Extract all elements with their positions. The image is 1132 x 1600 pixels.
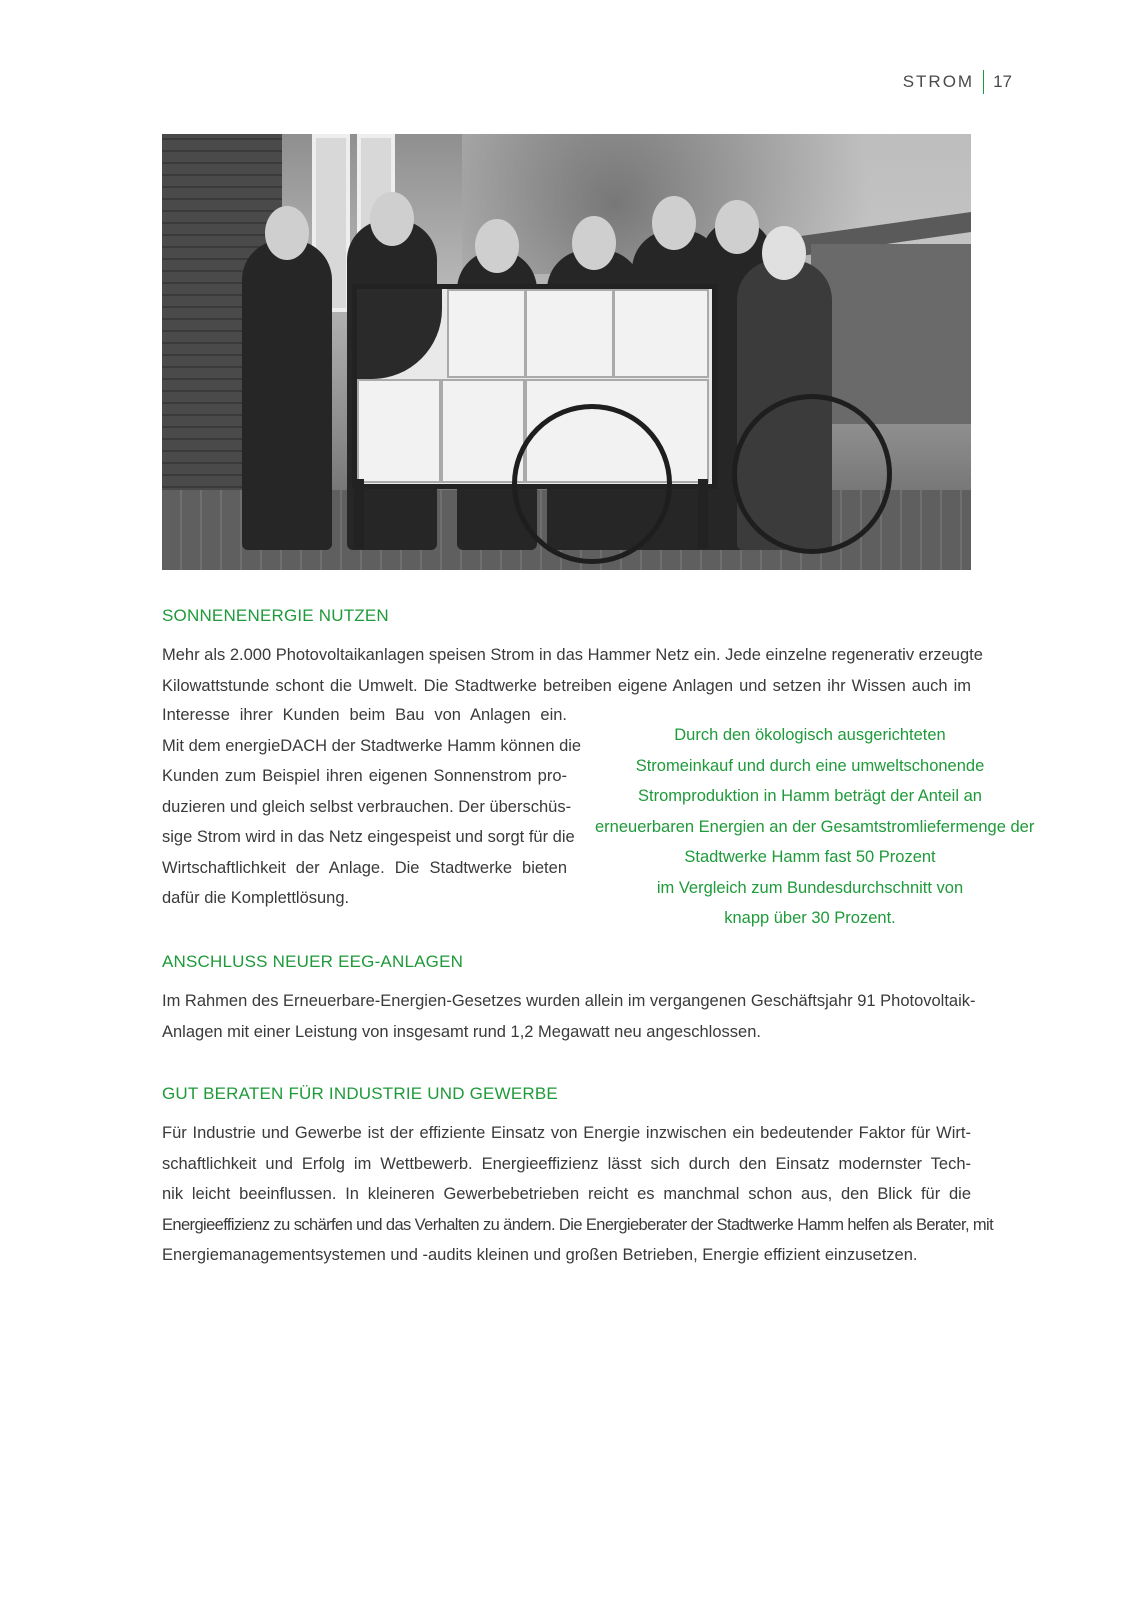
- text-line: Energieeffizienz zu schärfen und das Verhalten zu ändern. Die Energieberater der Stadtwerke Hamm helfen als Berater, mit: [162, 1215, 994, 1234]
- text-line: Energiemanagementsystemen und -audits kleinen und großen Betrieben, Energie effizient einzusetzen.: [162, 1246, 918, 1264]
- photo-head: [572, 216, 616, 270]
- page-number: 17: [993, 72, 1012, 91]
- header-divider: [983, 70, 984, 94]
- eeg-paragraph: [162, 986, 976, 1047]
- photo-head: [715, 200, 759, 254]
- text-line: Für Industrie und Gewerbe ist der effiziente Einsatz von Energie inzwischen ein bedeutender Faktor für Wirt-: [162, 1124, 971, 1142]
- text-line: Mehr als 2.000 Photovoltaikanlagen speisen Strom in das Hammer Netz ein. Jede einzelne regenerativ erzeugte: [162, 646, 983, 664]
- text-line: Kilowattstunde schont die Umwelt. Die Stadtwerke betreiben eigene Anlagen und setzen ihr Wissen auch im: [162, 676, 971, 695]
- photo-head: [762, 226, 806, 280]
- text-line: nik leicht beeinflussen. In kleineren Gewerbebetrieben reicht es manchmal schon aus, den Blick für die: [162, 1185, 971, 1203]
- photo-head: [652, 196, 696, 250]
- heading-sonnenenergie: SONNENENERGIE NUTZEN: [162, 606, 389, 625]
- photo-station-leg: [698, 479, 708, 549]
- quote-line: Stromproduktion in Hamm beträgt der Anteil an: [638, 787, 982, 805]
- text-line: Mit dem energieDACH der Stadtwerke Hamm können die: [162, 736, 582, 755]
- photo-locker: [357, 379, 441, 483]
- photo-locker: [441, 379, 525, 483]
- left-column-paragraph: [162, 700, 582, 914]
- heading-eeg-anlagen: ANSCHLUSS NEUER EEG-ANLAGEN: [162, 952, 464, 971]
- photo-bike-wheel: [732, 394, 892, 554]
- text-line: Wirtschaftlichkeit der Anlage. Die Stadtwerke bieten: [162, 858, 567, 877]
- text-line: Anlagen mit einer Leistung von insgesamt rund 1,2 Megawatt neu angeschlossen.: [162, 1022, 761, 1041]
- photo-locker: [525, 289, 614, 378]
- text-line: dafür die Komplettlösung.: [162, 889, 350, 907]
- quote-line: Stadtwerke Hamm fast 50 Prozent: [684, 848, 936, 866]
- quote-line: Durch den ökologisch ausgerichteten: [674, 726, 946, 744]
- photo-bike-wheel: [512, 404, 672, 564]
- photo-locker: [447, 289, 526, 378]
- photo-person: [242, 240, 332, 550]
- text-line: sige Strom wird in das Netz eingespeist und sorgt für die: [162, 828, 575, 846]
- industrie-paragraph: [162, 1118, 994, 1271]
- pull-quote: [595, 720, 1035, 934]
- text-line: schaftlichkeit und Erfolg im Wettbewerb. Energieeffizienz lässt sich durch den Einsatz modernster Tech-: [162, 1154, 971, 1173]
- heading-industrie-gewerbe: GUT BERATEN FÜR INDUSTRIE UND GEWERBE: [162, 1084, 558, 1103]
- photo-locker: [613, 289, 709, 378]
- photo-station-leg: [354, 479, 364, 549]
- text-line: Interesse ihrer Kunden beim Bau von Anlagen ein.: [162, 706, 567, 724]
- text-line: Kunden zum Beispiel ihren eigenen Sonnenstrom pro-: [162, 767, 567, 785]
- photo-head: [475, 219, 519, 273]
- quote-line: Stromeinkauf und durch eine umweltschonende: [635, 756, 985, 775]
- quote-line: knapp über 30 Prozent.: [724, 909, 896, 927]
- quote-line: erneuerbaren Energien an der Gesamtstromliefermenge der: [595, 817, 1035, 836]
- text-line: Im Rahmen des Erneuerbare-Energien-Gesetzes wurden allein im vergangenen Geschäftsjahr 91 Photovoltaik-: [162, 992, 976, 1010]
- photo-head: [370, 192, 414, 246]
- photo-head: [265, 206, 309, 260]
- section-title: STROM: [902, 72, 975, 91]
- intro-paragraph: [162, 640, 983, 701]
- running-head: [903, 70, 1012, 94]
- text-line: duzieren und gleich selbst verbrauchen. Der überschüs-: [162, 797, 572, 816]
- quote-line: im Vergleich zum Bundesdurchschnitt von: [656, 878, 964, 897]
- photo-station-logo: [357, 289, 442, 379]
- group-photo: [162, 134, 971, 570]
